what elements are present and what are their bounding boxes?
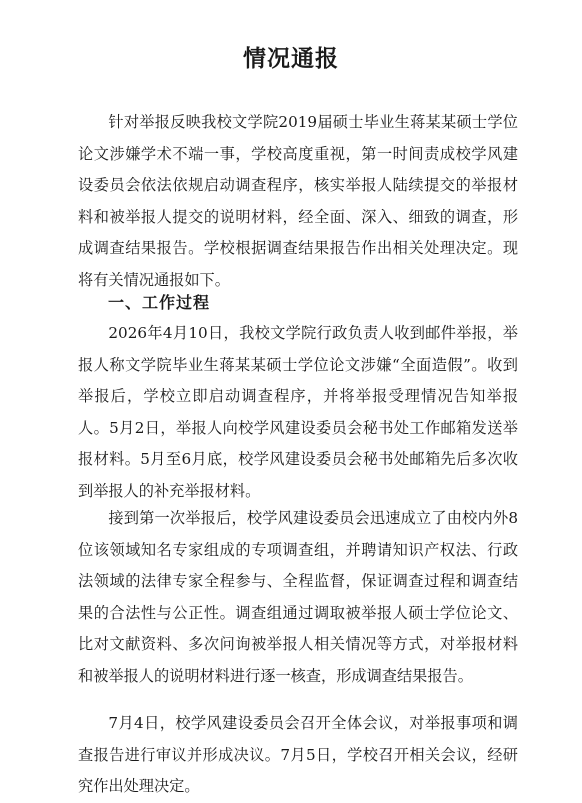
paragraph-investigation: 接到第一次举报后，校学风建设委员会迅速成立了由校内外8位该领域知名专家组成的专项调查组，并聘请知识产权法、行政法领域的法律专家全程参与、全程监督，保证调查过程和调查结果的合法性与公正性。调查组通过调取被举报人硕士学位论文、比对文献资料、多次问询被举报人相关情况等方式，对举报材料和被举报人的说明材料进行逐一核查，形成调查结果报告。 bbox=[78, 509, 518, 685]
paragraph-decision: 7月4日，校学风建设委员会召开全体会议，对举报事项和调查报告进行审议并形成决议。7月5日，学校召开相关会议，经研究作出处理决定。 bbox=[78, 714, 518, 795]
document-title: 情况通报 bbox=[243, 45, 339, 72]
intro-paragraph: 针对举报反映我校文学院2019届硕士毕业生蒋某某硕士学位论文涉嫌学术不端一事，学校高度重视，第一时间责成校学风建设委员会依法依规启动调查程序，核实举报人陆续提交的举报材料和被举报人提交的说明材料，经全面、深入、细致的调查，形成调查结果报告。学校根据调查结果报告作出相关处理决定。现将有关情况通报如下。 bbox=[78, 113, 518, 289]
section-heading-work-process: 一、工作过程 bbox=[108, 293, 211, 312]
paragraph-timeline: 2026年4月10日，我校文学院行政负责人收到邮件举报，举报人称文学院毕业生蒋某某硕士学位论文涉嫌“全面造假”。收到举报后，学校立即启动调查程序，并将举报受理情况告知举报人。5月2日，举报人向校学风建设委员会秘书处工作邮箱发送举报材料。5月至6月底，校学风建设委员会秘书处邮箱先后多次收到举报人的补充举报材料。 bbox=[78, 324, 518, 500]
